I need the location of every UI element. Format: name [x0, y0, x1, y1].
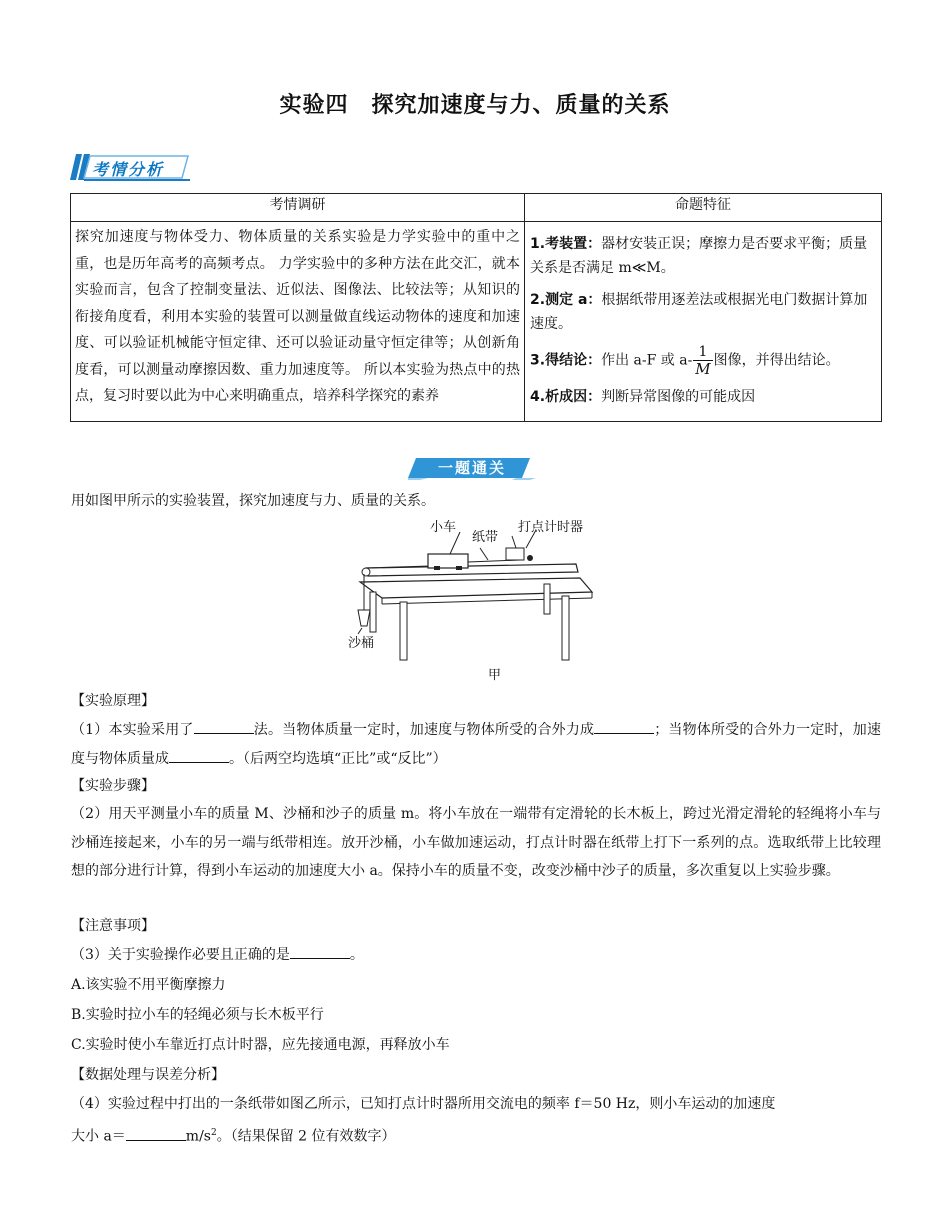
- intro-text: 用如图甲所示的实验装置，探究加速度与力、质量的关系。: [71, 493, 435, 509]
- question-1: （1）本实验采用了 法。当物体质量一定时，加速度与物体所受的合外力成 ；当物体所受的合外力一定时，加速度与物体质量成 。（后两空均选填“正比”或“反比”）: [71, 716, 881, 773]
- label-timer: 打点计时器: [518, 520, 584, 535]
- option-b: B.实验时拉小车的轻绳必须与长木板平行: [71, 1007, 324, 1023]
- feature-item: 1.考装置：器材安装正误；摩擦力是否要求平衡；质量关系是否满足 m≪M。: [530, 236, 868, 276]
- feature-number: 3: [530, 352, 540, 369]
- section-notes: 【注意事项】: [71, 918, 155, 934]
- label-tape: 纸带: [472, 530, 499, 545]
- answer-blank[interactable]: [594, 717, 654, 734]
- feature-head: 得结论：: [545, 352, 602, 369]
- option-c: C.实验时使小车靠近打点计时器，应先接通电源，再释放小车: [71, 1037, 450, 1053]
- answer-blank[interactable]: [290, 942, 350, 959]
- answer-blank[interactable]: [169, 746, 229, 763]
- feature-head: 考装置：: [545, 236, 602, 252]
- feature-number: 2: [530, 292, 540, 308]
- practice-banner-label: 一题通关: [437, 459, 506, 477]
- feature-item: 3.得结论：作出 a-F 或 a- $\frac{1}{M}$ 图像，并得出结论。: [530, 344, 840, 378]
- feature-head: 测定 a：: [545, 292, 602, 308]
- feature-item: 4.析成因：判断异常图像的可能成因: [530, 389, 756, 405]
- research-text: 探究加速度与物体受力、物体质量的关系实验是力学实验中的重中之重，也是历年高考的高频考点。 力学实验中的多种方法在此交汇，就本实验而言，包含了控制变量法、近似法、图像法、比较法等；从知识的衔接角度看，利用本实验的装置可以测量做直线运动物体的速度和加速度、可以验证机械能守恒定律、还可以验证动量守恒定律等；从创新角度看，可以测量动摩擦因数、重力加速度等。 所以本实验为热点中的热点，复习时要以此为中心来明确重点，培养科学探究的素养: [71, 222, 525, 422]
- question-4-line-2: 大小 $a= m/s^2$。（结果保留 2 位有效数字）: [71, 1119, 881, 1151]
- question-2: （2）用天平测量小车的质量 M、沙桶和沙子的质量 m。将小车放在一端带有定滑轮的长木板上，跨过光滑定滑轮的轻绳将小车与沙桶连接起来，小车的另一端与纸带相连。放开沙桶，小车做加速运动，打点计时器在纸带上打下一系列的点。选取纸带上比较理想的部分进行计算，得到小车运动的加速度大小 a。保持小车的质量不变，改变沙桶中沙子的质量，多次重复以上实验步骤。: [71, 806, 881, 879]
- feature-text: 判断异常图像的可能成因: [601, 389, 756, 405]
- feature-text: 器材安装正误；摩擦力是否要求平衡；质量关系是否满足 m≪M。: [530, 236, 868, 276]
- fraction-one-over-m: $\frac{1}{M}$: [695, 344, 711, 378]
- question-4-line-1: （4）实验过程中打出的一条纸带如图乙所示，已知打点计时器所用交流电的频率 f＝50 Hz，则小车运动的加速度: [71, 1096, 776, 1112]
- analysis-banner: [70, 152, 195, 182]
- feature-number: 1: [530, 236, 540, 252]
- label-bucket: 沙桶: [348, 636, 375, 651]
- section-data: 【数据处理与误差分析】: [71, 1067, 225, 1083]
- apparatus-figure: [340, 510, 600, 682]
- feature-text: 根据纸带用逐差法或根据光电门数据计算加速度。: [530, 292, 868, 332]
- label-car: 小车: [430, 520, 457, 535]
- feature-text: 图像，并得出结论。: [713, 352, 840, 369]
- answer-blank[interactable]: [194, 717, 254, 734]
- answer-blank[interactable]: [126, 1124, 186, 1141]
- feature-head: 析成因：: [545, 389, 602, 405]
- question-3-stem: （3）关于实验操作必要且正确的是 。: [71, 941, 881, 969]
- apparatus-drawing: [340, 510, 600, 682]
- table-header-research: 考情调研: [71, 194, 525, 222]
- practice-banner: [408, 456, 536, 480]
- page-title: 实验四 探究加速度与力、质量的关系: [279, 93, 671, 118]
- section-principle: 【实验原理】: [71, 693, 155, 709]
- feature-text: 作出 a-F 或 a-: [601, 352, 693, 369]
- analysis-banner-label: 考情分析: [92, 160, 165, 179]
- feature-number: 4: [530, 389, 540, 405]
- analysis-table: [70, 193, 882, 422]
- section-steps: 【实验步骤】: [71, 778, 155, 794]
- table-header-features: 命题特征: [525, 194, 882, 222]
- feature-item: 2.测定 a：根据纸带用逐差法或根据光电门数据计算加速度。: [530, 292, 868, 332]
- figure-caption: 甲: [488, 668, 502, 683]
- option-a: A.该实验不用平衡摩擦力: [71, 977, 226, 993]
- features-cell: [525, 222, 882, 422]
